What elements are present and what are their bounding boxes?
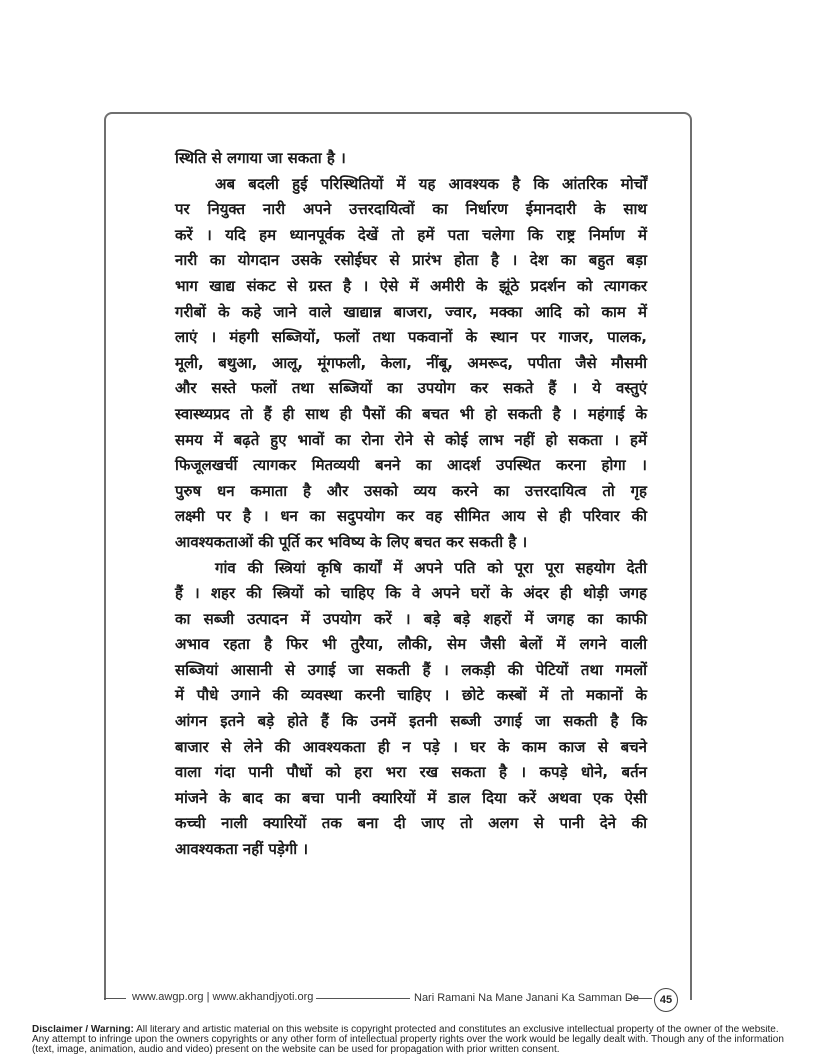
footer-rule — [316, 998, 410, 999]
page-number: 45 — [654, 988, 678, 1012]
text-line: आंगन इतने बड़े होते हैं कि उनमें इतनी सब्जी उगाई जा सकती है कि — [175, 712, 647, 731]
footer-rule — [104, 998, 126, 999]
text-line: और सस्ते फलों तथा सब्जियों का उपयोग कर सकते हैं । ये वस्तुएं — [175, 379, 647, 398]
text-line: लाएं । मंहगी सब्जियों, फलों तथा पकवानों के स्थान पर गाजर, पालक, — [175, 328, 647, 347]
text-line: कच्ची नाली क्यारियों तक बना दी जाए तो अलग से पानी देने की — [175, 814, 647, 833]
text-line: स्थिति से लगाया जा सकता है । — [175, 149, 346, 167]
text-line: करें । यदि हम ध्यानपूर्वक देखें तो हमें पता चलेगा कि राष्ट्र निर्माण में — [175, 225, 647, 244]
text-line: आवश्यकता नहीं पड़ेगी । — [175, 840, 309, 859]
text-line: भाग खाद्य संकट से ग्रस्त है । ऐसे में अमीरी के झूंठे प्रदर्शन को त्यागकर — [175, 276, 647, 295]
text-line: में पौधे उगाने की व्यवस्था करनी चाहिए । छोटे कस्बों में तो मकानों के — [175, 686, 647, 705]
text-line: अब बदली हुई परिस्थितियों में यह आवश्यक है कि आंतरिक मोर्चों — [215, 174, 647, 193]
text-line: का सब्जी उत्पादन में उपयोग करें । बड़े बड़े शहरों में जगह का काफी — [175, 609, 647, 628]
text-line: गरीबों के कहे जाने वाले खाद्यान्न बाजरा, ज्वार, मक्का आदि को काम में — [175, 302, 647, 321]
footer-rule — [628, 998, 652, 999]
text-line: सब्जियां आसानी से उगाई जा सकती हैं । लकड़ी की पेटियों तथा गमलों — [175, 660, 647, 679]
text-line: पुरुष धन कमाता है और उसको व्यय करने का उत्तरदायित्व तो गृह — [175, 481, 647, 500]
text-line: पर नियुक्त नारी अपने उत्तरदायित्वों का निर्धारण ईमानदारी के साथ — [175, 200, 647, 219]
body-text — [175, 146, 647, 863]
text-line: वाला गंदा पानी पौधों को हरा भरा रख सकता है । कपड़े धोने, बर्तन — [175, 763, 647, 782]
text-line: आवश्यकताओं की पूर्ति कर भविष्य के लिए बचत कर सकती है । — [175, 532, 528, 551]
disclaimer — [32, 1025, 784, 1056]
disclaimer-label: Disclaimer / Warning: — [32, 1025, 134, 1035]
text-line: मांजने के बाद का बचा पानी क्यारियों में डाल दिया करें अथवा एक ऐसी — [175, 788, 647, 807]
disclaimer-text: All literary and artistic material on this website is copyright protected and constitutes an exclusive intellectual property of the owner of the website. Any attempt to infringe upon the owners copyrights or any other form of intellectual property rights over the work would be legally dealt with. Though any of the information (text, image, animation, audio and video) present on the website can be used for propagation with prior written consent. — [32, 1025, 784, 1055]
text-line: अभाव रहता है फिर भी तुरैया, लौकी, सेम जैसी बेलों में लगने वाली — [175, 635, 647, 654]
text-line: गांव की स्त्रियां कृषि कार्यों में अपने पति को पूरा पूरा सहयोग देती — [215, 558, 647, 577]
text-line: हैं । शहर की स्त्रियों को चाहिए कि वे अपने घरों के अंदर ही थोड़ी जगह — [175, 584, 647, 603]
text-line: फिजूलखर्ची त्यागकर मितव्ययी बनने का आदर्श उपस्थित करना होगा । — [175, 456, 647, 475]
text-line: लक्ष्मी पर है । धन का सदुपयोग कर वह सीमित आय से ही परिवार की — [175, 507, 647, 526]
footer-websites[interactable]: www.awgp.org | www.akhandjyoti.org — [132, 991, 314, 1003]
footer-book-title: Nari Ramani Na Mane Janani Ka Samman De — [414, 992, 639, 1004]
text-line: स्वास्थ्यप्रद तो हैं ही साथ ही पैसों की बचत भी हो सकती है । महंगाई के — [175, 404, 647, 423]
text-line: मूली, बथुआ, आलू, मूंगफली, केला, नींबू, अमरूद, पपीता जैसे मौसमी — [175, 353, 647, 372]
text-line: समय में बढ़ते हुए भावों का रोना रोने से कोई लाभ नहीं हो सकता । हमें — [175, 430, 647, 449]
text-line: नारी का योगदान उसके रसोईघर से प्रारंभ होता है । देश का बहुत बड़ा — [175, 251, 647, 270]
text-line: बाजार से लेने की आवश्यकता ही न पड़े । घर के काम काज से बचने — [175, 737, 647, 756]
